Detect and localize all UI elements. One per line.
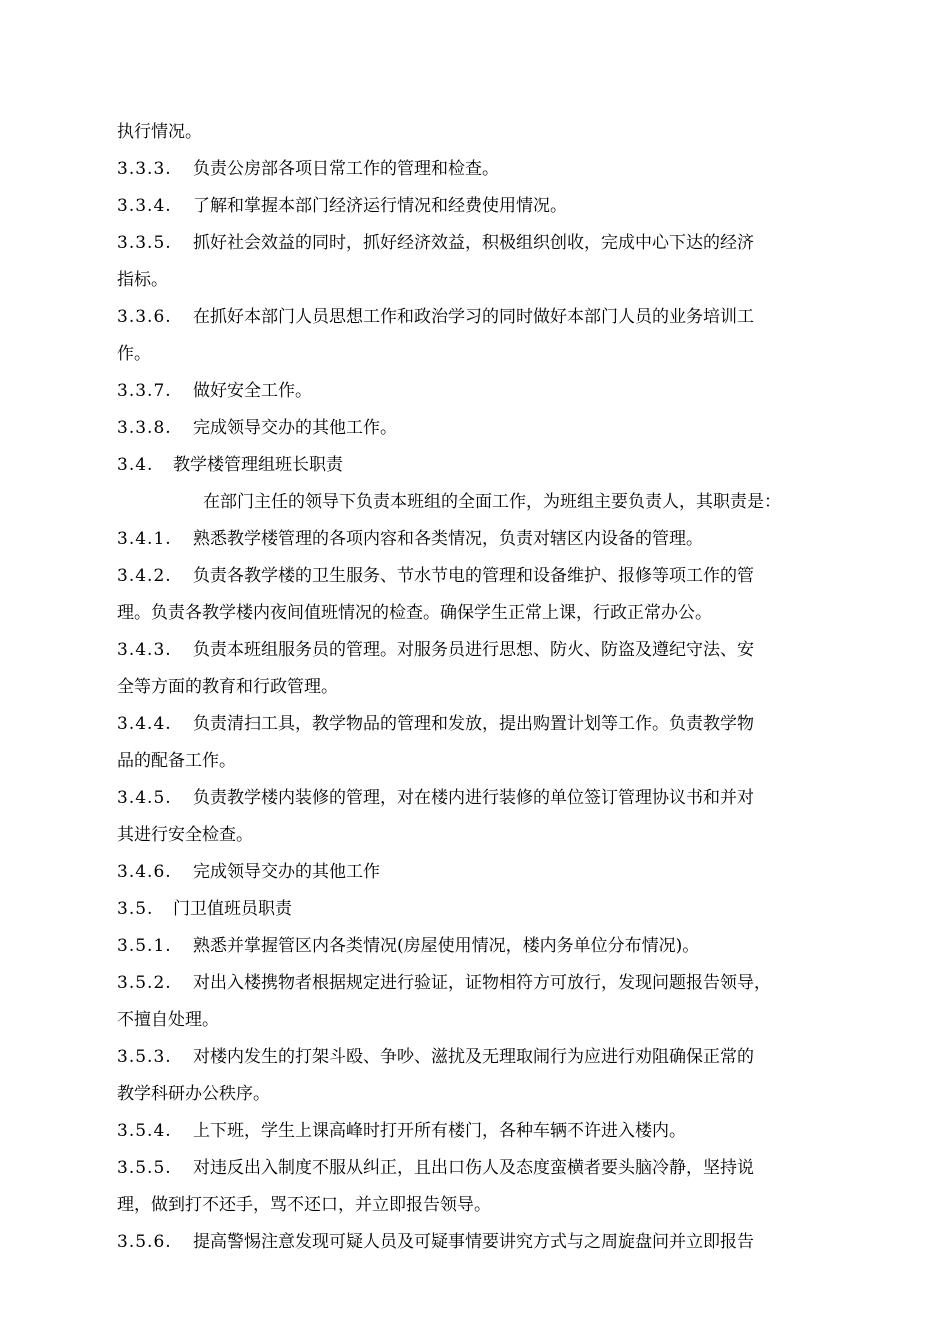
text-line <box>117 706 837 743</box>
clause-number: 3.5.2. <box>117 973 172 993</box>
text-line <box>117 262 837 299</box>
text-line <box>117 965 837 1002</box>
clause-text: 不擅自处理。 <box>117 1010 219 1030</box>
clause-number: 3.5.3. <box>117 1047 172 1067</box>
text-line <box>117 373 837 410</box>
text-line <box>117 743 837 780</box>
clause-text: 教学楼管理组班长职责 <box>173 455 343 475</box>
text-line <box>117 669 837 706</box>
clause-text: 作。 <box>117 344 151 364</box>
text-line <box>117 484 837 521</box>
clause-text: 指标。 <box>117 270 168 290</box>
text-line <box>117 1076 837 1113</box>
text-line <box>117 225 837 262</box>
text-line <box>117 854 837 891</box>
clause-text: 门卫值班员职责 <box>173 899 292 919</box>
text-line <box>117 780 837 817</box>
clause-number: 3.5. <box>117 899 154 919</box>
clause-text: 在抓好本部门人员思想工作和政治学习的同时做好本部门人员的业务培训工 <box>193 307 754 327</box>
clause-text: 其进行安全检查。 <box>117 825 253 845</box>
clause-text: 全等方面的教育和行政管理。 <box>117 677 338 697</box>
clause-text: 理。负责各教学楼内夜间值班情况的检查。确保学生正常上课，行政正常办公。 <box>117 603 712 623</box>
clause-text: 理，做到打不还手，骂不还口，并立即报告领导。 <box>117 1195 491 1215</box>
clause-text: 了解和掌握本部门经济运行情况和经费使用情况。 <box>193 196 567 216</box>
text-line <box>117 1224 837 1261</box>
clause-number: 3.3.5. <box>117 233 172 253</box>
clause-text: 品的配备工作。 <box>117 751 236 771</box>
text-line <box>117 595 837 632</box>
clause-text: 上下班，学生上课高峰时打开所有楼门，各种车辆不许进入楼内。 <box>193 1121 686 1141</box>
clause-number: 3.5.6. <box>117 1232 172 1252</box>
text-line <box>117 410 837 447</box>
text-line <box>117 1187 837 1224</box>
clause-number: 3.5.4. <box>117 1121 172 1141</box>
clause-text: 提高警惕注意发现可疑人员及可疑事情要讲究方式与之周旋盘问并立即报告 <box>193 1232 754 1252</box>
clause-text: 负责本班组服务员的管理。对服务员进行思想、防火、防盗及遵纪守法、安 <box>193 640 754 660</box>
clause-text: 对违反出入制度不服从纠正，且出口伤人及态度蛮横者要头脑冷静，坚持说 <box>193 1158 754 1178</box>
text-line <box>117 928 837 965</box>
document-body <box>117 114 837 1261</box>
clause-number: 3.5.5. <box>117 1158 172 1178</box>
text-line <box>117 114 837 151</box>
clause-number: 3.5.1. <box>117 936 172 956</box>
text-line <box>117 1113 837 1150</box>
clause-number: 3.4.5. <box>117 788 172 808</box>
clause-text: 完成领导交办的其他工作 <box>193 862 380 882</box>
clause-text: 教学科研办公秩序。 <box>117 1084 270 1104</box>
text-line <box>117 891 837 928</box>
clause-text: 抓好社会效益的同时，抓好经济效益，积极组织创收，完成中心下达的经济 <box>193 233 754 253</box>
text-line <box>117 299 837 336</box>
clause-number: 3.3.8. <box>117 418 172 438</box>
text-line <box>117 632 837 669</box>
text-line <box>117 188 837 225</box>
clause-text: 负责公房部各项日常工作的管理和检查。 <box>193 159 499 179</box>
clause-number: 3.4.1. <box>117 529 172 549</box>
clause-text: 在部门主任的领导下负责本班组的全面工作，为班组主要负责人，其职责是： <box>203 492 781 512</box>
text-line <box>117 558 837 595</box>
clause-text: 执行情况。 <box>117 122 202 142</box>
clause-text: 完成领导交办的其他工作。 <box>193 418 397 438</box>
clause-number: 3.4.6. <box>117 862 172 882</box>
clause-text: 负责教学楼内装修的管理，对在楼内进行装修的单位签订管理协议书和并对 <box>193 788 754 808</box>
clause-text: 对楼内发生的打架斗殴、争吵、滋扰及无理取闹行为应进行劝阻确保正常的 <box>193 1047 754 1067</box>
clause-text: 负责各教学楼的卫生服务、节水节电的管理和设备维护、报修等项工作的管 <box>193 566 754 586</box>
text-line <box>117 151 837 188</box>
text-line <box>117 1002 837 1039</box>
text-line <box>117 1039 837 1076</box>
text-line <box>117 447 837 484</box>
clause-text: 对出入楼携物者根据规定进行验证，证物相符方可放行，发现问题报告领导， <box>193 973 771 993</box>
clause-number: 3.4.2. <box>117 566 172 586</box>
text-line <box>117 521 837 558</box>
clause-text: 熟悉并掌握管区内各类情况(房屋使用情况，楼内务单位分布情况)。 <box>193 936 700 956</box>
clause-number: 3.3.7. <box>117 381 172 401</box>
clause-number: 3.4.4. <box>117 714 172 734</box>
text-line <box>117 817 837 854</box>
clause-number: 3.3.3. <box>117 159 172 179</box>
clause-number: 3.4.3. <box>117 640 172 660</box>
text-line <box>117 1150 837 1187</box>
clause-number: 3.3.6. <box>117 307 172 327</box>
clause-number: 3.3.4. <box>117 196 172 216</box>
clause-text: 熟悉教学楼管理的各项内容和各类情况，负责对辖区内设备的管理。 <box>193 529 703 549</box>
clause-text: 做好安全工作。 <box>193 381 312 401</box>
clause-number: 3.4. <box>117 455 154 475</box>
text-line <box>117 336 837 373</box>
clause-text: 负责清扫工具，教学物品的管理和发放，提出购置计划等工作。负责教学物 <box>193 714 754 734</box>
